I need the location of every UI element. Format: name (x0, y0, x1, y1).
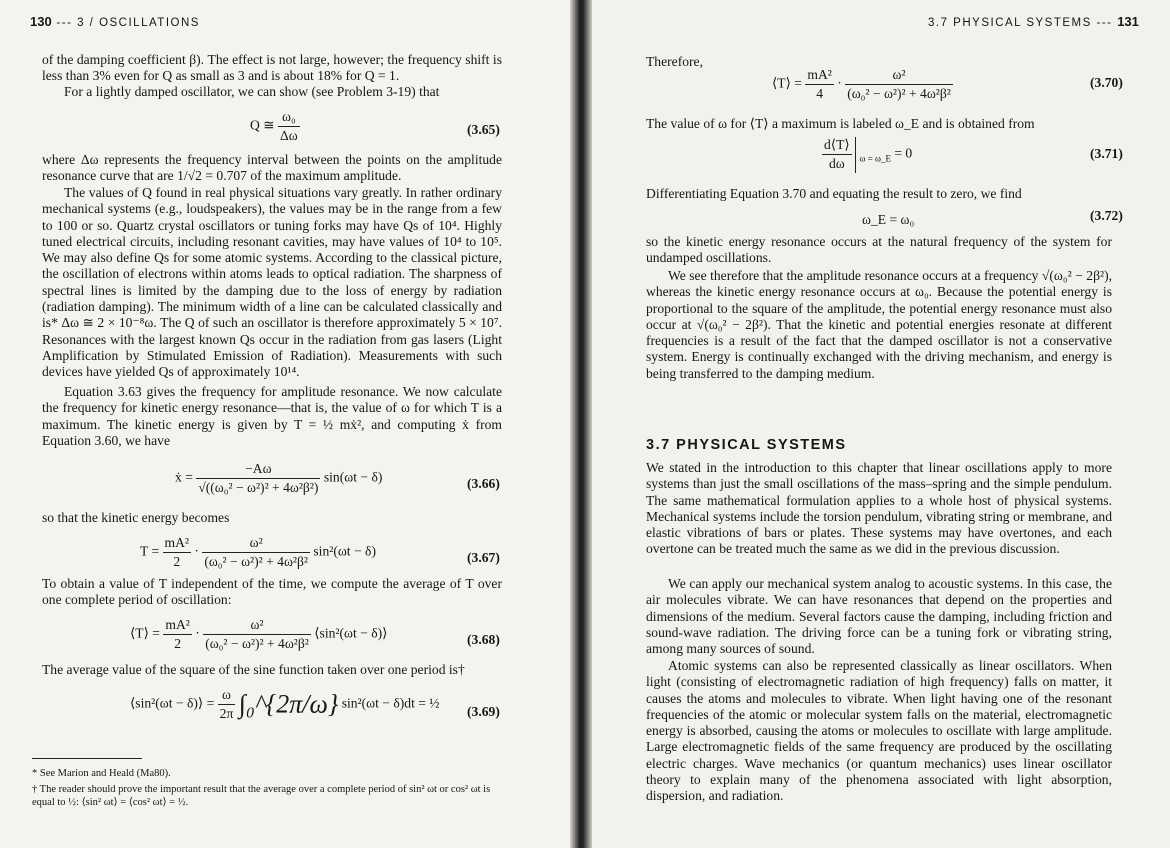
left-chapter-title: --- 3 / OSCILLATIONS (56, 17, 200, 29)
equation-3-71: $\frac{d⟨T⟩}{d\omega}$ $_{\omega = \omega\_E}$ = 0 (824, 137, 913, 171)
left-page (0, 0, 570, 848)
right-para-5: We see therefore that the amplitude resonance occurs at a frequency √(ω₀² − 2β²), whereas the kinetic energy resonance occurs at ω₀. Because the potential energy is proportional to the square of the amplitude, the potential energy resonance must also occur at √(ω₀² − 2β²). That the kinetic and potential energies resonate at different frequencies is a result of the fact that the damped oscillator is not a conservative system. Energy is continually exchanged with the driving mechanism, and energy is being transferred to the damping medium. (646, 268, 1112, 381)
right-para-1: Therefore, (646, 54, 703, 69)
right-para-8: Atomic systems can also be represented classically as linear oscillators. When light (consisting of electromagnetic radiation of high frequency) falls on matter, it causes the atoms and molecules to vibrate. When light having one of the resonant frequencies of the atomic or molecular system falls on the material, electromagnetic energy is absorbed, causing the atoms or molecules to oscillate with large amplitude. Large electromagnetic fields of the same frequency are produced by the oscillating electric charges. Wave mechanics (or quantum mechanics) uses linear oscillator theory to explain many of the phenomena associated with light absorption, dispersion, and radiation. (646, 658, 1112, 804)
left-para-6: so that the kinetic energy becomes (42, 510, 230, 525)
equation-number-3-67: (3.67) (467, 550, 500, 565)
left-para-3: where Δω represents the frequency interval between the points on the amplitude resonance curve that are 1/√2 = 0.707 of the maximum amplitude. (42, 152, 502, 184)
right-page (592, 0, 1170, 848)
footnote-2: † The reader should prove the important result that the average over a complete period of sin² ωt or cos² ωt is equal to ½: ⟨sin² ωt⟩ = ⟨cos² ωt⟩ = ½. (32, 784, 491, 808)
equation-3-66: ẋ = $\frac{-A\omega}{\text{√((ω₀² − ω²)² + 4ω²β²)}}$ sin(ωt − δ) (175, 461, 383, 495)
left-para-1: of the damping coefficient β). The effect is not large, however; the frequency shift is less than 3% even for Q as small as 3 and is about 18% for Q = 1. (42, 52, 502, 84)
equation-number-3-70: (3.70) (1090, 75, 1123, 90)
equation-number-3-66: (3.66) (467, 476, 500, 491)
equation-number-3-72: (3.72) (1090, 208, 1123, 223)
right-para-6: We stated in the introduction to this chapter that linear oscillations apply to more systems than just the small oscillations of the mass–spring and the simple pendulum. The same mathematical formulation applies to a whole host of physical systems. Mechanical systems include the torsion pendulum, vibrating string or membrane, and elastic vibrations of bars or plates. These systems may have overtones, and each overtone can be treated much the same as we did in the previous discussion. (646, 460, 1112, 557)
book-gutter (570, 0, 592, 848)
right-para-3: Differentiating Equation 3.70 and equating the result to zero, we find (646, 186, 1022, 201)
equation-3-67: T = $\frac{\text{mA²}}{2}$ · $\frac{\text{ω²}}{\text{(ω₀² − ω²)² + 4ω²β²}}$ sin²(ωt − δ) (140, 535, 376, 569)
right-section-title: 3.7 PHYSICAL SYSTEMS --- (928, 17, 1113, 29)
left-para-4: The values of Q found in real physical situations vary greatly. In rather ordinary mechanical systems (e.g., loudspeakers), the values may be in the range from a few to 100 or so. Quartz crystal oscillators or tuning forks may have Qs of 10⁴. Highly tuned electrical circuits, including resonant cavities, may have values of 10⁴ to 10⁵. We may also define Qs for some atomic systems. According to the classical picture, the oscillation of electrons within atoms leads to optical radiation. The sharpness of spectral lines is limited by the damping due to the loss of energy by radiation (radiation damping). The minimum width of a line can be calculated classically and is* Δω ≅ 2 × 10⁻⁸ω. The Q of such an oscillator is therefore approximately 5 × 10⁷. Resonances with the largest known Qs occur in the radiation from gas lasers (Light Amplification by Stimulated Emission of Radiation). Measurements with such devices have yielded Qs of approximately 10¹⁴. (42, 185, 502, 380)
footnote-rule (32, 758, 142, 759)
equation-number-3-65: (3.65) (467, 122, 500, 137)
equation-number-3-71: (3.71) (1090, 146, 1123, 161)
equation-number-3-69: (3.69) (467, 704, 500, 719)
equation-3-68: ⟨T⟩ = $\frac{\text{mA²}}{2}$ · $\frac{\text{ω²}}{\text{(ω₀² − ω²)² + 4ω²β²}}$ ⟨sin²(ωt − δ)⟩ (130, 617, 388, 651)
right-page-number: 131 (1117, 14, 1139, 29)
right-para-2: The value of ω for ⟨T⟩ a maximum is labeled ω_E and is obtained from (646, 116, 1035, 131)
right-running-head (928, 14, 1139, 29)
right-para-7: We can apply our mechanical system analog to acoustic systems. In this case, the air molecules vibrate. We can have resonances that depend on the properties and dimensions of the medium. Several factors cause the damping, including friction and sound-wave radiation. The driving force can be a tuning fork or vibrating string, among many sources of sound. (646, 576, 1112, 657)
left-running-head (30, 14, 200, 29)
left-para-2: For a lightly damped oscillator, we can show (see Problem 3-19) that (64, 84, 440, 99)
left-page-number: 130 (30, 14, 52, 29)
equation-number-3-68: (3.68) (467, 632, 500, 647)
left-para-8: The average value of the square of the sine function taken over one period is† (42, 662, 465, 677)
left-para-7: To obtain a value of T independent of the time, we compute the average of T over one complete period of oscillation: (42, 576, 502, 608)
right-para-4: so the kinetic energy resonance occurs at the natural frequency of the system for undamped oscillations. (646, 234, 1112, 266)
equation-3-70: ⟨T⟩ = $\frac{\text{mA²}}{4}$ · $\frac{\text{ω²}}{\text{(ω₀² − ω²)² + 4ω²β²}}$ (772, 67, 951, 101)
equation-3-72: ω_E = ω₀ (862, 212, 915, 227)
footnote-1: * See Marion and Heald (Ma80). (32, 768, 171, 779)
equation-3-69: ⟨sin²(ωt − δ)⟩ = $\frac{\omega}{2\pi}$ ∫₀^{2π/ω} sin²(ωt − δ)dt = ½ (130, 687, 440, 721)
equation-3-65: Q ≅ $\frac{\text{ω₀}}{\Delta\omega}$ (250, 109, 298, 143)
left-para-5: Equation 3.63 gives the frequency for amplitude resonance. We now calculate the frequency for kinetic energy resonance—that is, the value of ω for which T is a maximum. The kinetic energy is given by T = ½ mẋ², and computing ẋ from Equation 3.60, we have (42, 384, 502, 448)
section-heading: 3.7 PHYSICAL SYSTEMS (646, 437, 847, 453)
